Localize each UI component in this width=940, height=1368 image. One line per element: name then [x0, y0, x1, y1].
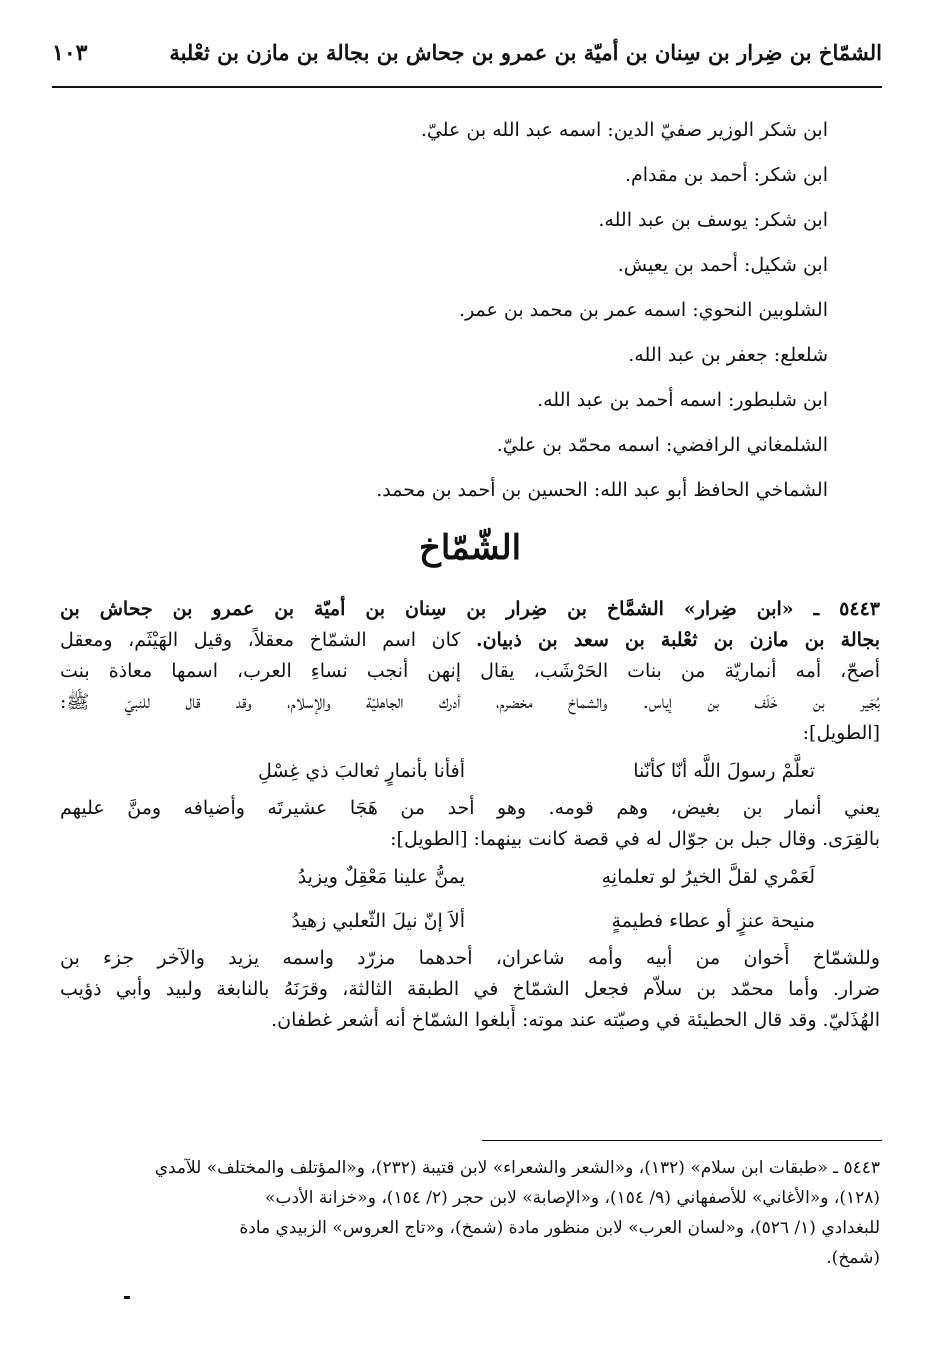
paragraph-line: بالقِرَى. وقال جبل بن جوّال له في قصة كانت بينهما: [الطويل]: [390, 828, 880, 850]
verse-hemistich-first: منيحة عنزٍ أو عطاء فطيمةٍ [611, 910, 815, 932]
paragraph-line: وللشمّاخ أَخوان من أبيه وأمه شاعران، أحدهما مزرّد واسمه يزيد والآخر جزء بن [60, 947, 880, 969]
stray-mark [124, 1296, 130, 1299]
verse-hemistich-second: يمنُّ علينا مَعْقِلٌ ويزيدُ [297, 866, 465, 888]
footnote-line: للبغدادي (١/ ٥٢٦)، و«لسان العرب» لابن منظور مادة (شمخ)، و«تاج العروس» الزبيدي مادة [239, 1218, 880, 1238]
entry-line: أصحّ، أمه أنماريّة من بنات الحَرْشَب، يقال إنهن أنجب نساءِ العرب، اسمها معاذة بنت [60, 660, 880, 682]
footnote-rule [482, 1140, 882, 1141]
footnotes [60, 1153, 880, 1273]
paragraph-line: الهُذَليّ. وقد قال الحطيئة في وصيّته عند موته: أَبلغوا الشمّاخ أنه أشعر غطفان. [271, 1009, 880, 1031]
verse-hemistich-second: أفأنا بأنمارٍ ثعالبَ ذي غِسْلِ [258, 760, 465, 782]
index-list [60, 108, 828, 513]
index-entry: الشلمغاني الرافضي: اسمه محمّد بن عليّ. [496, 434, 828, 456]
verse-2 [60, 855, 880, 899]
page-number: ١٠٣ [52, 40, 88, 66]
entry-text: كان اسم الشمّاخ معقلاً، وقيل الهَيْثَم، ومعقل [60, 629, 476, 651]
index-entry: ابن شكر: أحمد بن مقدام. [624, 164, 828, 186]
biography-entry [60, 594, 880, 1036]
entry-line [60, 625, 880, 656]
footnote-line: (شمخ). [826, 1248, 880, 1268]
footnote-line: (١٢٨)، و«الأغاني» للأصفهاني (٩/ ١٥٤)، و«الإصابة» لابن حجر (٢/ ١٥٤)، و«خزانة الأدب» [265, 1188, 880, 1208]
section-title: الشّمّاخ [418, 528, 522, 568]
index-entry: الشماخي الحافظ أبو عبد الله: الحسين بن أحمد بن محمد. [376, 479, 828, 501]
verse-hemistich-first: تعلَّمْ رسولَ اللَّه أنّا كأنّنا [633, 760, 815, 782]
header-rule [52, 86, 882, 88]
meter-label: [الطويل]: [802, 722, 880, 744]
index-entry: ابن شكر الوزير صفيّ الدين: اسمه عبد الله بن عليّ. [420, 119, 828, 141]
entry-heading-line: ٥٤٤٣ ـ «ابن ضِرار» الشمَّاخ بن ضِرار بن سِنان بن أميّة بن عمرو بن جحاش بن [60, 598, 880, 620]
verse-hemistich-second: ألاَ إنّ نيلَ الثّعلبي زهيدُ [291, 910, 465, 932]
index-entry: ابن شكيل: أحمد بن يعيش. [617, 254, 828, 276]
verse-hemistich-first: لَعَمْري لقلَّ الخيرُ لو تعلمانِهِ [601, 866, 815, 888]
verse-3 [60, 899, 880, 943]
index-entry: شلعلع: جعفر بن عبد الله. [628, 344, 828, 366]
verse-1 [60, 749, 880, 793]
footnote-line: ٥٤٤٣ ـ «طبقات ابن سلام» (١٣٢)، و«الشعر والشعراء» لابن قتيبة (٢٣٢)، و«المؤتلف والمختلف» للآمدي [154, 1158, 880, 1178]
index-entry: الشلوبين النحوي: اسمه عمر بن محمد بن عمر. [459, 299, 828, 321]
entry-heading-end: بجالة بن مازن بن ثعْلبة بن سعد بن ذبيان. [475, 629, 880, 651]
index-entry: ابن شلبطور: اسمه أحمد بن عبد الله. [537, 389, 828, 411]
index-entry: ابن شكر: يوسف بن عبد الله. [598, 209, 828, 231]
running-title: الشمّاخ بن ضِرار بن سِنان بن أميّة بن عمرو بن جحاش بن بجالة بن مازن بن ثعْلبة [169, 40, 882, 65]
paragraph-line: يعني أنمار بن بغيض، وهم قومه. وهو أحد من هَجَا عشيرتَه وأضيافه ومنَّ عليهم [60, 797, 880, 819]
entry-line: بُجَير بن خَلَف بن إياس. والشماخ مخضرم، أدرك الجاهليّة والإسلام، وقد قال للنبيّ ﷺ: [60, 691, 880, 713]
paragraph-line: ضرار. وأما محمّد بن سلاّم فجعل الشمّاخ في الطبقة الثالثة، وقرَنَهُ بالنابغة ولبيد وأبي ذؤيب [60, 978, 880, 1000]
page-header [52, 30, 882, 80]
